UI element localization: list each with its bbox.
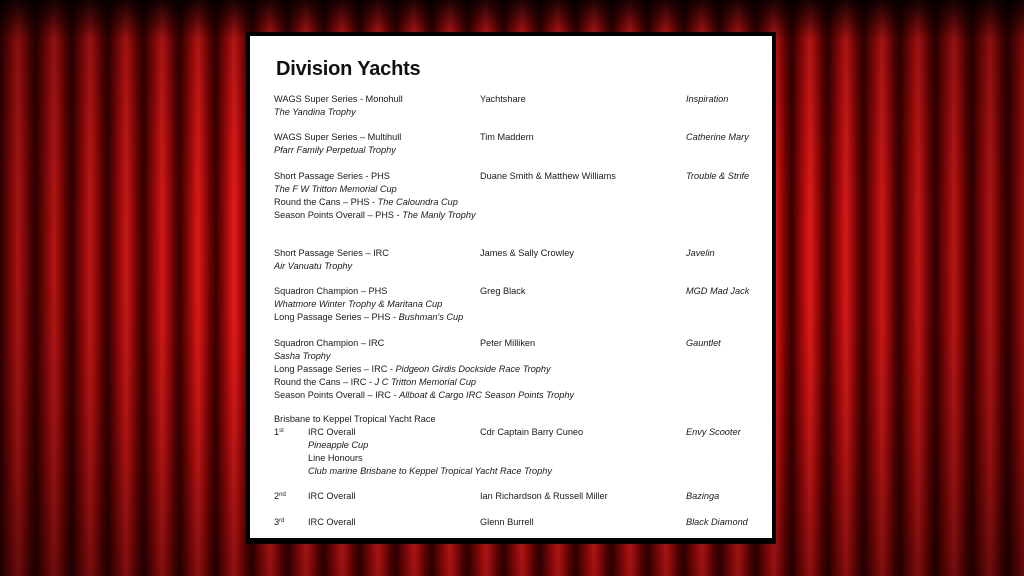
award-category: IRC Overall xyxy=(308,491,356,501)
award-label: Season Points Overall – IRC - xyxy=(274,390,400,400)
place-suffix: st xyxy=(279,428,284,434)
skipper-name: Yachtshare xyxy=(480,94,526,104)
award-label: Season Points Overall – PHS - xyxy=(274,210,403,220)
place-suffix: nd xyxy=(279,492,286,498)
race-heading: Brisbane to Keppel Tropical Yacht Race xyxy=(274,414,436,424)
yacht-name: Bazinga xyxy=(686,491,720,501)
award-category: IRC Overall xyxy=(308,427,356,437)
trophy-name: Air Vanuatu Trophy xyxy=(274,261,353,271)
yacht-name: Gauntlet xyxy=(686,338,721,348)
trophy-name: The F W Tritton Memorial Cup xyxy=(274,184,397,194)
award-name: Short Passage Series - PHS xyxy=(274,171,390,181)
award-name: Squadron Champion – IRC xyxy=(274,338,385,348)
award-label: Long Passage Series – PHS - xyxy=(274,312,399,322)
trophy-name: Allboat & Cargo IRC Season Points Trophy xyxy=(399,390,575,400)
place-first xyxy=(274,427,284,438)
place-number: 3 xyxy=(274,517,280,527)
trophy-name: Sasha Trophy xyxy=(274,351,331,361)
skipper-name: Duane Smith & Matthew Williams xyxy=(480,171,616,181)
trophy-name: The Yandina Trophy xyxy=(274,107,356,117)
place-number: 2 xyxy=(274,491,280,501)
skipper-name: Tim Maddern xyxy=(480,132,534,142)
award-label: Long Passage Series – IRC - xyxy=(274,364,396,374)
yacht-name: Javelin xyxy=(686,248,715,258)
skipper-name: James & Sally Crowley xyxy=(480,248,574,258)
yacht-name: Black Diamond xyxy=(686,517,748,527)
place-suffix: rd xyxy=(279,518,285,524)
award-line xyxy=(274,390,574,401)
skipper-name: Cdr Captain Barry Cuneo xyxy=(480,427,584,437)
yacht-name: Trouble & Strife xyxy=(686,171,750,181)
yacht-name: Catherine Mary xyxy=(686,132,749,142)
place-third xyxy=(274,517,284,528)
award-name: WAGS Super Series – Multihull xyxy=(274,132,402,142)
slide-frame xyxy=(246,32,776,544)
award-name: WAGS Super Series - Monohull xyxy=(274,94,403,104)
trophy-name: The Manly Trophy xyxy=(402,210,476,220)
award-label: Round the Cans – IRC - xyxy=(274,377,375,387)
award-line xyxy=(274,210,476,221)
award-category: Line Honours xyxy=(308,453,363,463)
trophy-name: Club marine Brisbane to Keppel Tropical Yacht Race Trophy xyxy=(308,466,552,476)
trophy-name: The Caloundra Cup xyxy=(377,197,458,207)
skipper-name: Peter Milliken xyxy=(480,338,536,348)
award-name: Squadron Champion – PHS xyxy=(274,286,388,296)
award-label: Round the Cans – PHS - xyxy=(274,197,378,207)
yacht-name: MGD Mad Jack xyxy=(686,286,750,296)
skipper-name: Ian Richardson & Russell Miller xyxy=(480,491,608,501)
place-number: 1 xyxy=(274,427,280,437)
yacht-name: Inspiration xyxy=(686,94,729,104)
skipper-name: Glenn Burrell xyxy=(480,517,534,527)
award-line xyxy=(274,197,458,208)
trophy-name: Pidgeon Girdis Dockside Race Trophy xyxy=(395,364,551,374)
page-title: Division Yachts xyxy=(276,58,421,80)
trophy-name: Bushman's Cup xyxy=(398,312,464,322)
trophy-name: Whatmore Winter Trophy & Maritana Cup xyxy=(274,299,443,309)
award-category: IRC Overall xyxy=(308,517,356,527)
award-line xyxy=(274,377,476,388)
award-line xyxy=(274,364,551,375)
trophy-name: J C Tritton Memorial Cup xyxy=(374,377,477,387)
place-second xyxy=(274,491,286,502)
awards-page xyxy=(250,36,772,538)
award-line xyxy=(274,312,463,323)
trophy-name: Pfarr Family Perpetual Trophy xyxy=(274,145,396,155)
award-name: Short Passage Series – IRC xyxy=(274,248,389,258)
skipper-name: Greg Black xyxy=(480,286,526,296)
yacht-name: Envy Scooter xyxy=(686,427,741,437)
trophy-name: Pineapple Cup xyxy=(308,440,369,450)
